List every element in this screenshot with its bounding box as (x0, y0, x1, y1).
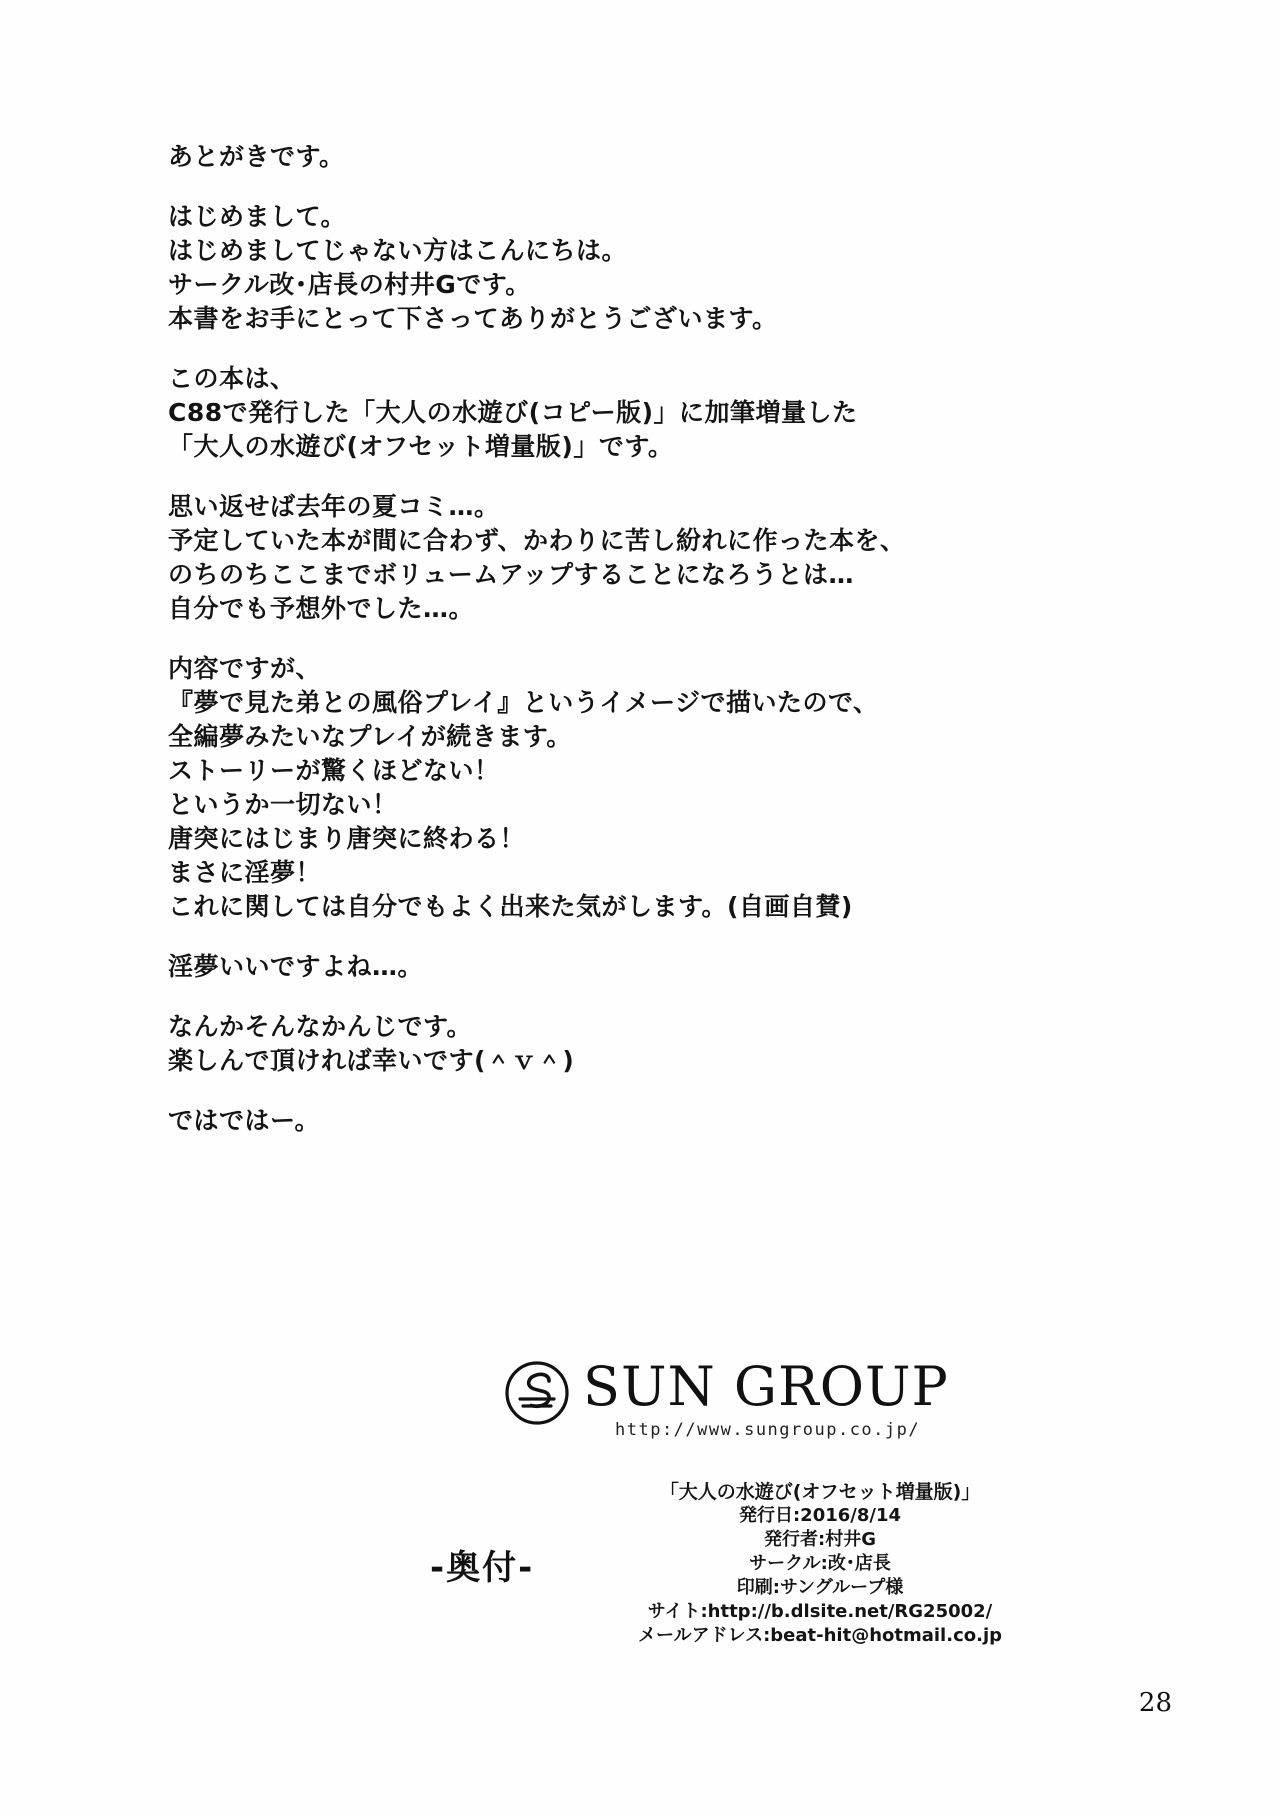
afterword-line: まさに淫夢！ (168, 858, 322, 887)
afterword-paragraph (168, 950, 1008, 984)
afterword-line: というか一切ない！ (168, 790, 398, 819)
afterword-line: 全編夢みたいなプレイが続きます。 (168, 722, 572, 751)
afterword-line: 『夢で見た弟との風俗プレイ』というイメージで描いたので、 (168, 688, 879, 717)
afterword-line: 本書をお手にとって下さってありがとうございます。 (168, 304, 778, 333)
afterword-line: 「大人の水遊び(オフセット増量版)」です。 (168, 432, 674, 461)
afterword-paragraph (168, 140, 1008, 174)
colophon-line: サークル:改･店長 (749, 1553, 891, 1574)
afterword-paragraph (168, 652, 1008, 924)
afterword-line: ストーリーが驚くほどない！ (168, 756, 500, 785)
colophon-line: 「大人の水遊び(オフセット増量版)」 (659, 1481, 981, 1503)
printer-logo (505, 1355, 1005, 1465)
sun-group-monogram-icon (505, 1361, 569, 1425)
colophon-heading: -奥付- (430, 1548, 535, 1588)
afterword-line: ではではー。 (168, 1106, 321, 1135)
printer-logo-url[interactable]: http://www.sungroup.co.jp/ (615, 1420, 921, 1440)
colophon-line: 発行日:2016/8/14 (738, 1505, 902, 1526)
afterword-paragraph (168, 1104, 1008, 1138)
afterword-line: なんかそんなかんじです。 (168, 1012, 473, 1041)
afterword-line: のちのちここまでボリュームアップすることになろうとは… (168, 560, 855, 589)
afterword-line: はじめましてじゃない方はこんにちは。 (168, 236, 628, 265)
afterword-line: 淫夢いいですよね…。 (168, 952, 424, 981)
afterword-paragraph (168, 1010, 1008, 1078)
colophon-details (620, 1480, 1020, 1648)
page-number: 28 (1138, 1688, 1172, 1718)
afterword-paragraph (168, 490, 1008, 626)
afterword-line: 思い返せば去年の夏コミ…。 (168, 492, 500, 521)
afterword-paragraph (168, 200, 1008, 336)
afterword-line: 楽しんで頂ければ幸いです(＾ｖ＾) (168, 1046, 575, 1075)
afterword-line: 予定していた本が間に合わず、かわりに苦し紛れに作った本を、 (168, 526, 906, 555)
afterword-line: 自分でも予想外でした…。 (168, 594, 475, 623)
colophon-line[interactable]: サイト:http://b.dlsite.net/RG25002/ (647, 1601, 993, 1622)
afterword-text-block (168, 140, 1008, 1164)
colophon-line: 発行者:村井G (764, 1529, 876, 1550)
afterword-line: これに関しては自分でもよく出来た気がします。(自画自賛) (168, 892, 853, 921)
afterword-line: C88で発行した「大人の水遊び(コピー版)」に加筆増量した (168, 398, 858, 427)
afterword-line: 唐突にはじまり唐突に終わる！ (168, 824, 526, 853)
printer-logo-name: SUN GROUP (583, 1355, 949, 1418)
afterword-line: この本は、 (168, 364, 296, 393)
afterword-line: あとがきです。 (168, 142, 345, 171)
afterword-paragraph (168, 362, 1008, 464)
colophon-line: 印刷:サングループ様 (736, 1577, 904, 1598)
afterword-line: サークル改･店長の村井Gです。 (168, 270, 531, 299)
afterword-line: はじめまして。 (168, 202, 347, 231)
afterword-line: 内容ですが、 (168, 654, 322, 683)
colophon-line[interactable]: メールアドレス:beat-hit@hotmail.co.jp (638, 1625, 1002, 1646)
